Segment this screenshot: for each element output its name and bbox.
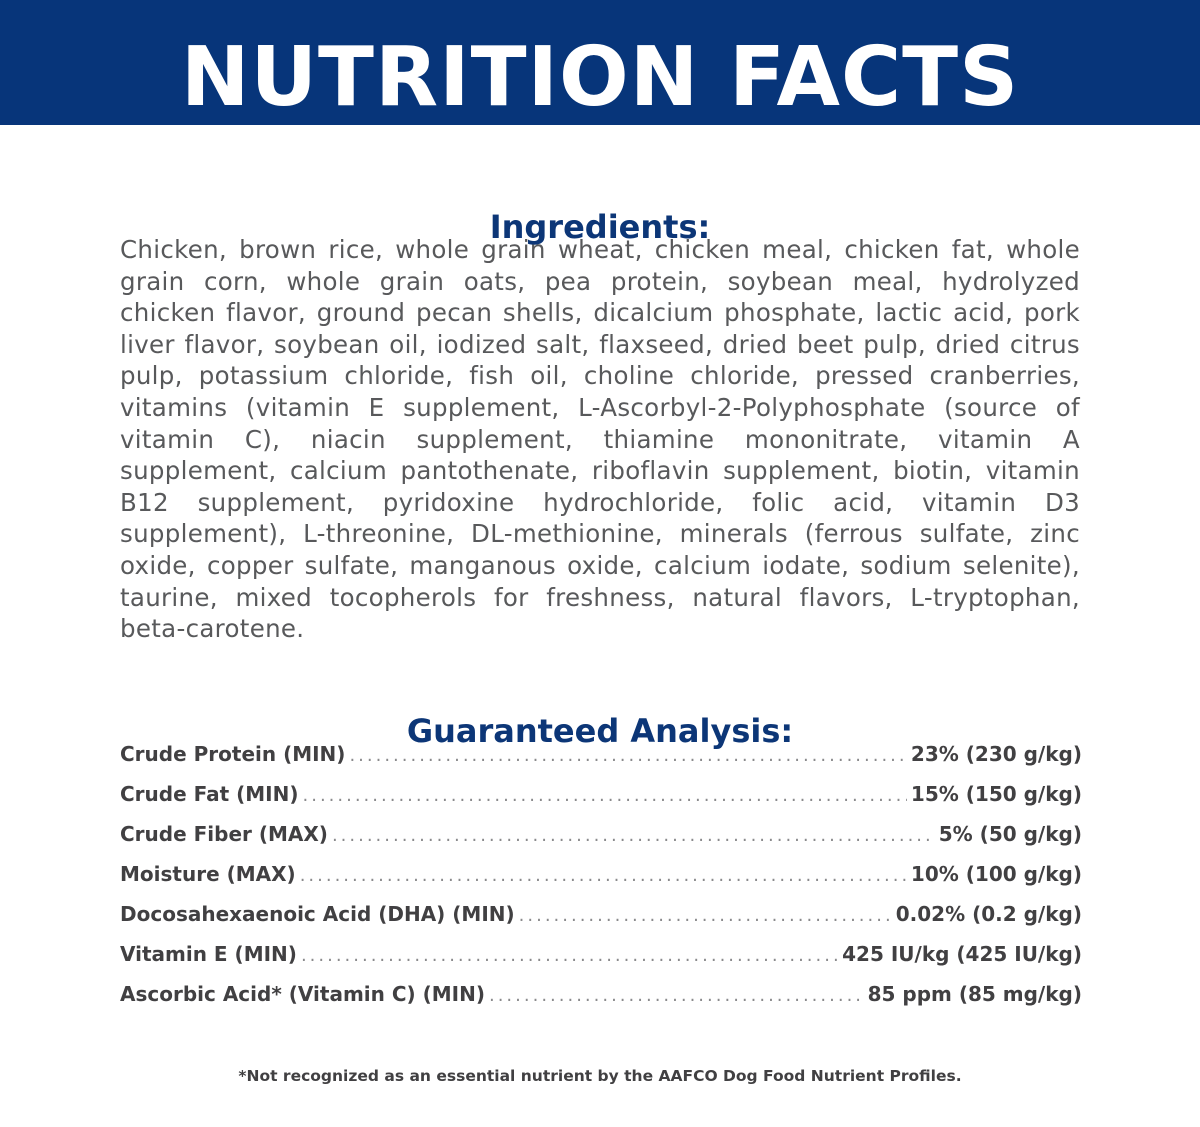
analysis-value: 5% (50 g/kg) [938, 822, 1082, 846]
dot-leader [303, 785, 907, 806]
dot-leader [332, 825, 935, 846]
dot-leader [300, 865, 907, 886]
analysis-label: Docosahexaenoic Acid (DHA) (MIN) [120, 902, 515, 926]
analysis-label: Crude Fiber (MAX) [120, 822, 328, 846]
analysis-row-crude-fiber [120, 822, 1082, 862]
analysis-row-dha [120, 902, 1082, 942]
aafco-footnote: *Not recognized as an essential nutrient by the AAFCO Dog Food Nutrient Profiles. [238, 1066, 962, 1085]
analysis-row-crude-fat [120, 782, 1082, 822]
guaranteed-analysis-table [120, 742, 1082, 1022]
ingredients-list-text: Chicken, brown rice, whole grain wheat, chicken meal, chicken fat, whole grain corn, whole grain oats, pea protein, soybean meal, hydrolyzed chicken flavor, ground pecan shells, dicalcium phosphate, lactic acid, pork liver flavor, soybean oil, iodized salt, flaxseed, dried beet pulp, dried citrus pulp, potassium chloride, fish oil, choline chloride, pressed cranberries, vitamins (vitamin E supplement, L-Ascorbyl-2-Polyphosphate (source of vitamin C), niacin supplement, thiamine mononitrate, vitamin A supplement, calcium pantothenate, riboflavin supplement, biotin, vitamin B12 supplement, pyridoxine hydrochloride, folic acid, vitamin D3 supplement), L-threonine, DL-methionine, minerals (ferrous sulfate, zinc oxide, copper sulfate, manganous oxide, calcium iodate, sodium selenite), taurine, mixed tocopherols for freshness, natural flavors, L-tryptophan, beta-carotene. [120, 235, 1080, 644]
analysis-label: Crude Protein (MIN) [120, 742, 346, 766]
analysis-row-vitamin-e [120, 942, 1082, 982]
analysis-value: 23% (230 g/kg) [910, 742, 1082, 766]
dot-leader [489, 985, 864, 1006]
analysis-label: Ascorbic Acid* (Vitamin C) (MIN) [120, 982, 485, 1006]
dot-leader [349, 745, 906, 766]
analysis-value: 10% (100 g/kg) [910, 862, 1082, 886]
page-title: NUTRITION FACTS [180, 29, 1020, 125]
ingredients-heading: Ingredients: [489, 207, 711, 246]
analysis-label: Moisture (MAX) [120, 862, 296, 886]
analysis-value: 425 IU/kg (425 IU/kg) [842, 942, 1082, 966]
nutrition-facts-banner [0, 0, 1200, 125]
guaranteed-analysis-heading: Guaranteed Analysis: [406, 711, 794, 750]
analysis-value: 85 ppm (85 mg/kg) [867, 982, 1082, 1006]
analysis-label: Vitamin E (MIN) [120, 942, 297, 966]
analysis-row-moisture [120, 862, 1082, 902]
analysis-row-crude-protein [120, 742, 1082, 782]
analysis-label: Crude Fat (MIN) [120, 782, 299, 806]
analysis-row-ascorbic-acid [120, 982, 1082, 1022]
analysis-value: 15% (150 g/kg) [910, 782, 1082, 806]
dot-leader [301, 945, 838, 966]
analysis-value: 0.02% (0.2 g/kg) [895, 902, 1082, 926]
dot-leader [519, 905, 892, 926]
